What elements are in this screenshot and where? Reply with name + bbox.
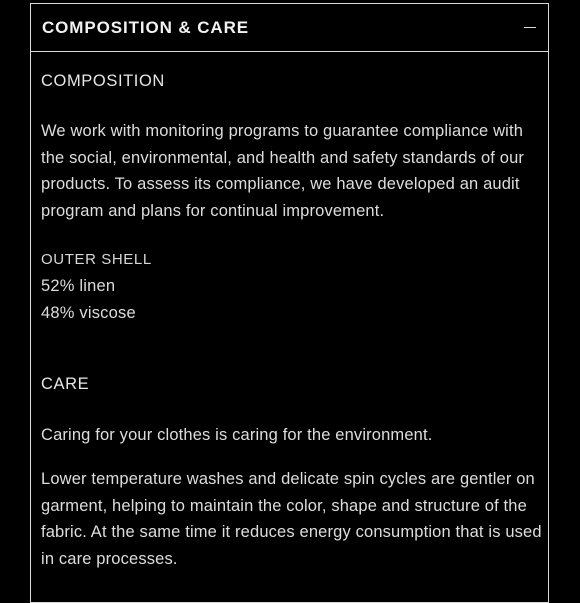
- material-item: 48% viscose: [41, 304, 136, 322]
- material-item: 52% linen: [41, 277, 116, 295]
- care-intro: Caring for your clothes is caring for the environment.: [41, 426, 433, 444]
- care-details: Lower temperature washes and delicate spin cycles are gentler on garment, helping to maintain the color, shape and structure of the fabric. At the same time it reduces energy consumption that is used in care processes.: [41, 470, 542, 569]
- composition-description: We work with monitoring programs to guarantee compliance with the social, environmental, and health and safety standards of our products. To assess its compliance, we have developed an audit program and plans for continual improvement.: [41, 122, 525, 221]
- composition-heading: COMPOSITION: [41, 72, 165, 90]
- minus-icon[interactable]: [524, 22, 536, 34]
- accordion-title: COMPOSITION & CARE: [42, 17, 249, 37]
- accordion-header[interactable]: [31, 4, 548, 52]
- outer-shell-label: OUTER SHELL: [41, 251, 152, 268]
- care-heading: CARE: [41, 375, 90, 393]
